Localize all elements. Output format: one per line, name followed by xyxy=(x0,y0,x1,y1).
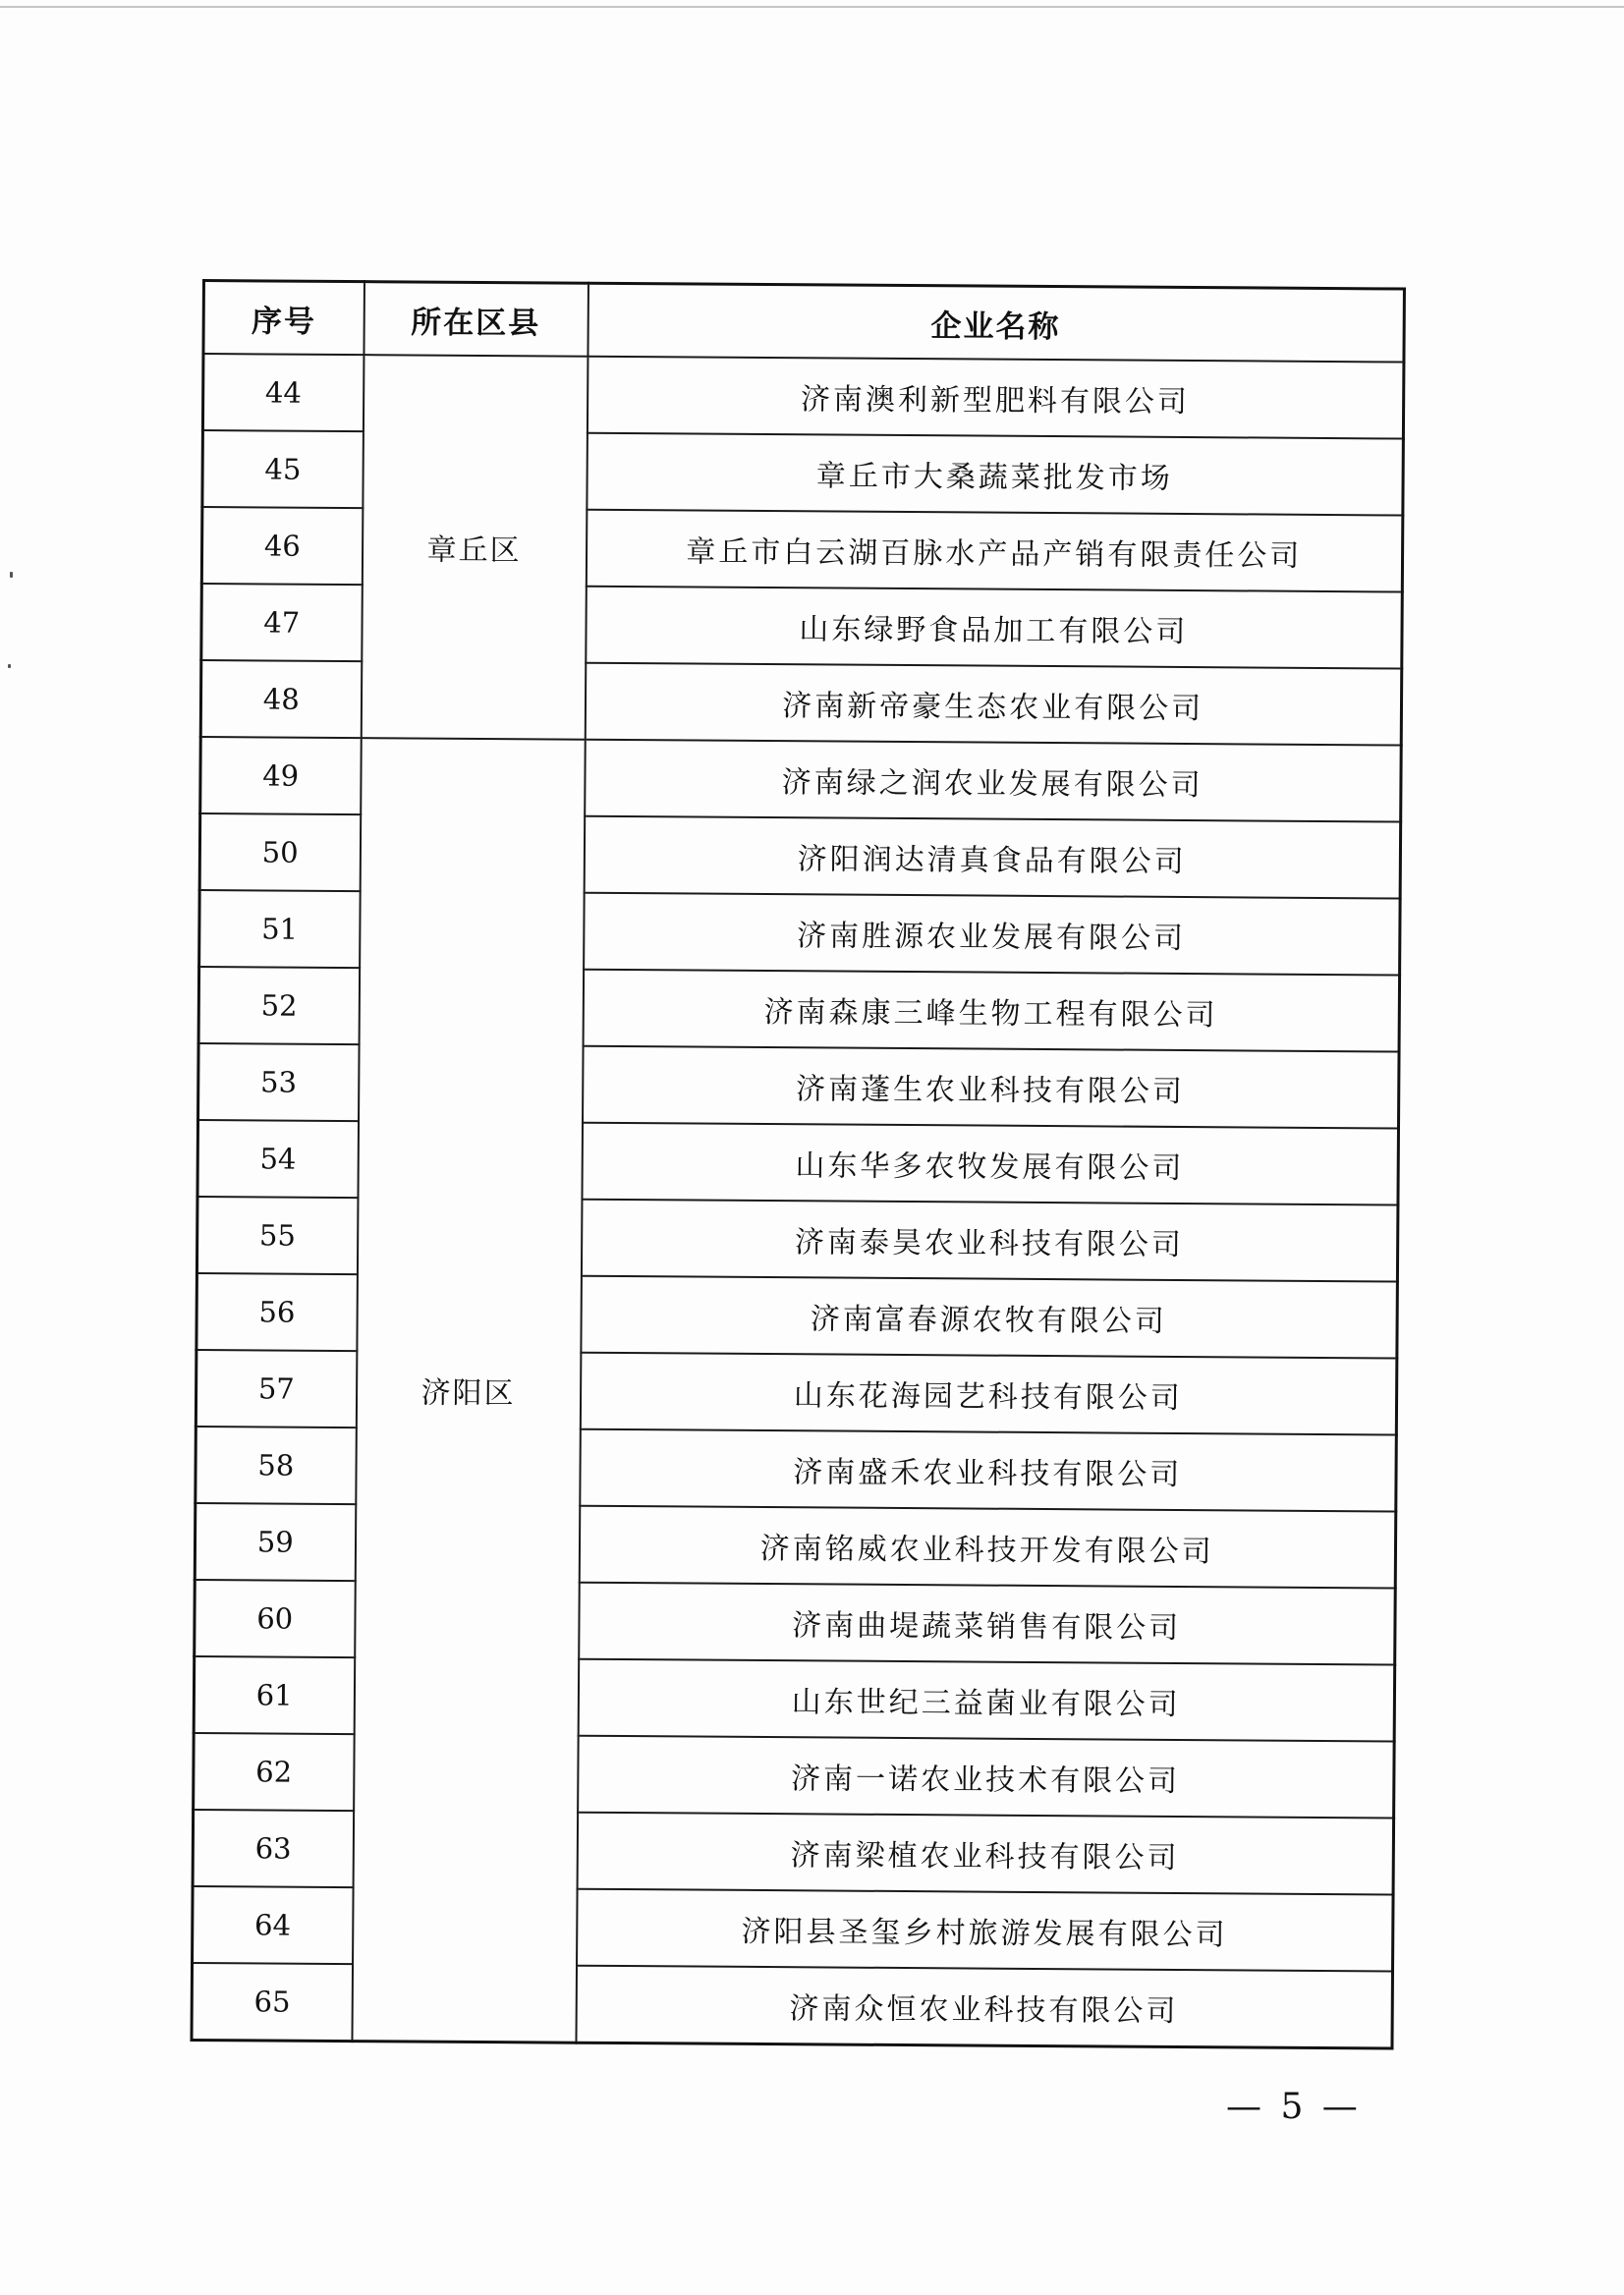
row-number: 44 xyxy=(202,354,364,431)
header-number: 序号 xyxy=(203,281,364,356)
row-number: 57 xyxy=(196,1350,357,1427)
company-name: 济南梁植农业科技有限公司 xyxy=(577,1813,1394,1895)
row-number: 45 xyxy=(202,430,364,508)
row-number: 53 xyxy=(198,1043,360,1121)
row-number: 52 xyxy=(198,967,360,1044)
company-name: 济南铭威农业科技开发有限公司 xyxy=(579,1506,1396,1589)
company-name: 济南盛禾农业科技有限公司 xyxy=(580,1429,1397,1512)
row-number: 49 xyxy=(200,737,362,814)
header-company: 企业名称 xyxy=(588,283,1404,362)
company-name: 章丘市大桑蔬菜批发市场 xyxy=(587,433,1404,516)
company-name: 济南新帝豪生态农业有限公司 xyxy=(585,663,1402,746)
company-name: 济阳县圣玺乡村旅游发展有限公司 xyxy=(577,1889,1394,1972)
row-number: 60 xyxy=(195,1580,356,1657)
page-number: — 5 — xyxy=(1226,2087,1362,2127)
row-number: 50 xyxy=(199,813,361,891)
company-name: 章丘市白云湖百脉水产品产销有限责任公司 xyxy=(586,510,1403,592)
scan-top-edge xyxy=(0,6,1624,8)
table-row xyxy=(202,354,1404,439)
row-number: 61 xyxy=(194,1656,355,1734)
table-row xyxy=(200,737,1402,822)
row-number: 56 xyxy=(196,1273,358,1351)
row-number: 48 xyxy=(200,660,362,738)
company-name: 济南曲堤蔬菜销售有限公司 xyxy=(579,1583,1396,1665)
row-number: 47 xyxy=(201,584,363,661)
district-cell: 章丘区 xyxy=(361,355,588,740)
row-number: 46 xyxy=(201,507,363,585)
company-name: 济南绿之润农业发展有限公司 xyxy=(585,740,1402,822)
company-name: 济南泰昊农业科技有限公司 xyxy=(581,1200,1398,1282)
row-number: 62 xyxy=(194,1733,355,1811)
table-header-row xyxy=(203,281,1404,363)
scan-speck xyxy=(10,572,13,578)
company-name: 山东世纪三益菌业有限公司 xyxy=(578,1659,1395,1742)
company-name: 济南众恒农业科技有限公司 xyxy=(576,1966,1393,2048)
row-number: 65 xyxy=(192,1963,353,2042)
company-name: 济南胜源农业发展有限公司 xyxy=(584,893,1401,976)
company-name: 山东花海园艺科技有限公司 xyxy=(580,1353,1397,1435)
row-number: 51 xyxy=(199,890,361,968)
company-name: 山东华多农牧发展有限公司 xyxy=(582,1123,1399,1205)
row-number: 55 xyxy=(196,1197,358,1274)
company-name: 济南澳利新型肥料有限公司 xyxy=(587,357,1404,439)
company-name: 济南一诺农业技术有限公司 xyxy=(578,1736,1395,1819)
header-district: 所在区县 xyxy=(364,282,588,357)
company-name: 济南森康三峰生物工程有限公司 xyxy=(583,970,1400,1052)
company-name: 济南蓬生农业科技有限公司 xyxy=(583,1046,1400,1129)
row-number: 63 xyxy=(193,1810,354,1887)
district-cell: 济阳区 xyxy=(352,738,585,2043)
row-number: 59 xyxy=(195,1503,356,1581)
enterprise-table xyxy=(190,279,1405,2050)
company-name: 山东绿野食品加工有限公司 xyxy=(586,587,1403,669)
company-name: 济阳润达清真食品有限公司 xyxy=(584,816,1401,899)
scan-speck xyxy=(8,664,11,668)
row-number: 58 xyxy=(196,1427,357,1504)
row-number: 64 xyxy=(193,1886,354,1964)
row-number: 54 xyxy=(197,1120,359,1198)
company-name: 济南富春源农牧有限公司 xyxy=(581,1276,1398,1359)
